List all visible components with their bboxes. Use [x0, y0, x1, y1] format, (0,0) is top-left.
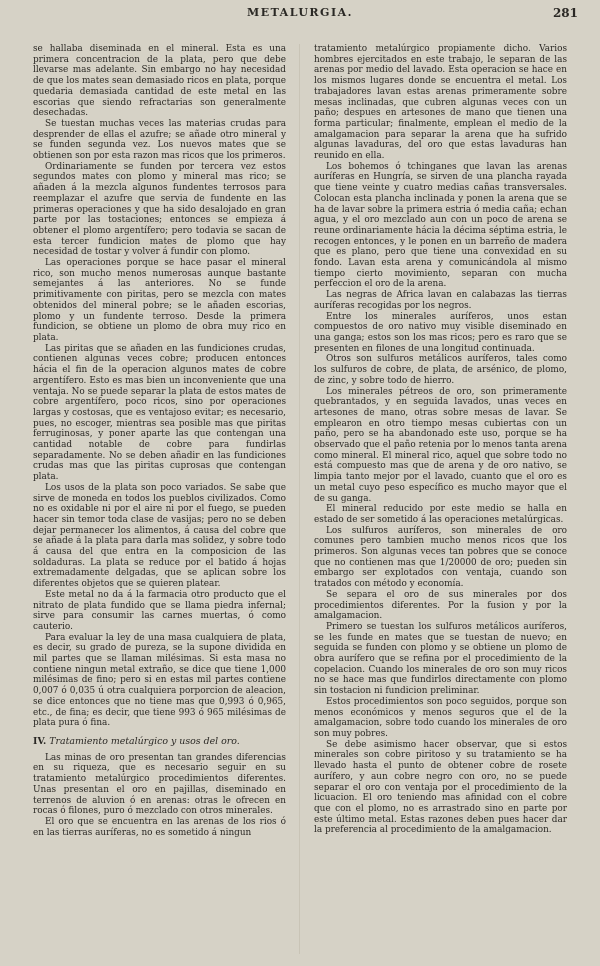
- paragraph: Los bohemos ó tchinganes que lavan las arenas auríferas en Hungría, se sirven de una plancha rayada que tiene veinte y cuatro medias cañas transversales. Colocan esta plancha inclinada y ponen la arena que se ha de lavar sobre la primera estria ó media caña; echan agua, y el oro mezclado aun con un poco de arena se reune ordinariamente hácia la décima séptima estria, le recogen entonces, y le ponen en un barreño de madera que es plano, pero que tiene una convexidad en su fondo. Lavan esta arena y comunicándola al mismo tiempo cierto movimiento, separan con mucha perfeccion el oro de la arena.: [314, 161, 567, 290]
- paragraph: Para evaluar la ley de una masa cualquiera de plata, es decir, su grado de pureza, se la supone dividida en mil partes que se llaman milésimas. Si esta masa no contiene ningun metal extraño, se dice que tiene 1,000 milésimas de fino; pero si en estas mil partes contiene 0,007 ó 0,035 ú otra cualquiera porporcion de aleacion, se dice entonces que no tiene mas que 0,993 ó 0,965, etc., de fina; es decir, que tiene 993 ó 965 milésimas de plata pura ó fina.: [33, 632, 286, 729]
- paragraph: se hallaba diseminada en el mineral. Esta es una primera concentracion de la plata, pero que debe llevarse mas adelante. Sin embargo no hay necesidad de que los mates sean demasiado ricos en plata, porque quedaria demasiada cantidad de este metal en las escorias que siendo refractarias son generalmente desechadas.: [33, 44, 286, 119]
- left-column: [33, 44, 286, 838]
- section-number: IV.: [33, 736, 47, 747]
- paragraph: Entre los minerales auríferos, unos estan compuestos de oro nativo muy visible diseminado en una ganga; estos son los mas ricos; pero es raro que se presenten en filones de una longitud continuada.: [314, 311, 567, 354]
- paragraph: Otros son sulfuros metálicos auríferos, tales como los sulfuros de cobre, de plata, de arsénico, de plomo, de zinc, y sobre todo de hierro.: [314, 354, 567, 386]
- running-title: METALURGIA.: [247, 6, 353, 19]
- paragraph: Se debe asimismo hacer observar, que si estos minerales son cobre piritoso y su tratamiento se ha llevado hasta el punto de obtener cobre de rosete aurífero, y aun cobre negro con oro, no se puede separar el oro con ventaja por el procedimiento de la licuacion. El oro teniendo mas afinidad con el cobre que con el plomo, no es arrastrado sino en parte por este último metal. Estas razones deben pues hacer dar la preferencia al procedimiento de la amalgamacion.: [314, 739, 567, 836]
- paragraph: Los usos de la plata son poco variados. Se sabe que sirve de moneda en todos los pueblos civilizados. Como no es oxidable ni por el aire ni por el fuego, se pueden hacer sin temor toda clase de vasijas; pero no se deben dejar permanecer los alimentos, á causa del cobre que se añade á la plata para darla mas solidez, y sobre todo á causa del que entra en la composicion de las soldaduras. La plata se reduce por el batido á hojas extremadamente delgadas, que se aplican sobre los diferentes objetos que se quieren platear.: [33, 482, 286, 590]
- paragraph: tratamiento metalúrgico propiamente dicho. Varios hombres ejercitados en este trabajo, le separan de las arenas por medio del lavado. Esta operacion se hace en los mismos lugares donde se encuentra el metal. Los trabajadores lavan estas arenas primeramente sobre mesas inclinadas, que cubren algunas veces con un paño; despues en artesones de mano que tienen una forma particular; finalmente, emplean el medio de la amalgamacion para separar la arena que ha sufrido algunas lavaduras, del oro que estas lavaduras han reunido en ella.: [314, 44, 567, 162]
- paragraph: El mineral reducido por este medio se halla en estado de ser sometido á las operaciones metalúrgicas.: [314, 504, 567, 525]
- paragraph: Primero se tuestan los sulfuros metálicos auríferos, se les funde en mates que se tuestan de nuevo; en seguida se funden con plomo y se obtiene un plomo de obra aurífero que se refina por el procedimiento de la copelacion. Cuando los minerales de oro son muy ricos no se hace mas que fundirlos directamente con plomo sin tostacion ni fundicion preliminar.: [314, 621, 567, 697]
- paragraph: Este metal no da á la farmacia otro producto que el nitrato de plata fundido que se llama piedra infernal; sirve para consumir las carnes muertas, ó como cauterio.: [33, 589, 286, 632]
- running-head: [0, 6, 600, 24]
- paragraph: Los sulfuros auríferos, son minerales de oro comunes pero tambien mucho menos ricos que los primeros. Son algunas veces tan pobres que se conoce que no contienen mas que 1/20000 de oro; pueden sin embargo ser explotados con ventaja, cuando son tratados con método y economía.: [314, 525, 567, 590]
- paragraph: Se separa el oro de sus minerales por dos procedimientos diferentes. Por la fusion y por la amalgamacion.: [314, 589, 567, 622]
- paragraph: Se tuestan muchas veces las materias crudas para desprender de ellas el azufre; se añade otro mineral y se funden segunda vez. Los nuevos mates que se obtienen son por esta razon mas ricos que los primeros.: [33, 118, 286, 162]
- section-title: Tratamiento metalúrgico y usos del oro.: [49, 736, 240, 747]
- paragraph: Ordinariamente se funden por tercera vez estos segundos mates con plomo y mineral mas rico; se añaden á la mezcla algunos fundentes terrosos para reemplazar el azufre que servia de fundente en las primeras operaciones y que ha sido desalojado en gran parte por las tostaciones; entonces se empieza á obtener el plomo argentífero; pero todavia se sacan de esta tercer fundicion mates de plomo que hay necesidad de tostar y volver á fundir con plomo.: [33, 161, 286, 258]
- section-heading: [33, 737, 286, 748]
- right-column: [314, 44, 567, 836]
- page-number: 281: [552, 6, 578, 20]
- paragraph: Las operaciones porque se hace pasar el mineral rico, son mucho menos numerosas aunque bastante semejantes á las anteriores. No se funde primitivamente con piritas, pero se mezcla con mates obtenidos del mineral pobre; se le añaden escorias, plomo y un fundente terroso. Desde la primera fundicion, se obtiene un plomo de obra muy rico en plata.: [33, 258, 286, 343]
- paragraph: Las piritas que se añaden en las fundiciones crudas, contienen algunas veces cobre; producen entonces hácia el fin de la operacion algunos mates de cobre argentífero. Esto es mas bien un inconveniente que una ventaja. No se puede separar la plata de estos mates de cobre argentífero, poco ricos, sino por operaciones largas y costosas, que es ventajoso evitar; es necesario, pues, no escoger, mientras sea posible mas que piritas ferruginosas, y poner aparte las que contengan una cantidad notable de cobre para fundirlas separadamente. No se deben añadir en las fundiciones crudas mas que las piritas cuprosas que contengan plata.: [33, 343, 286, 483]
- paragraph: Los minerales pétreos de oro, son primeramente quebrantados, y en seguida lavados, unas veces en artesones de mano, otras sobre mesas de lavar. Se emplearon en otro tiempo mesas cubiertas con un paño, pero se ha abandonado este uso, porque se ha observado que el paño retenia por lo menos tanta arena como mineral. El mineral rico, aquel que sobre todo no está compuesto mas que de arena y de oro nativo, se limpia tanto mejor por el lavado, cuanto que el oro es un metal cuyo peso específico es mucho mayor que el de su ganga.: [314, 386, 567, 504]
- paragraph: Las minas de oro presentan tan grandes diferencias en su riqueza, que es necesario seguir en su tratamiento metalúrgico procedimientos diferentes. Unas presentan el oro en pajillas, diseminado en terrenos de aluvion ó en arenas: otras le ofrecen en rocas ó filones, puro ó mezclado con otros minerales.: [33, 752, 286, 817]
- column-divider: [299, 44, 300, 954]
- paragraph: El oro que se encuentra en las arenas de los rios ó en las tierras auríferas, no es sometido á ningun: [33, 816, 286, 838]
- paragraph: Las negras de Africa lavan en calabazas las tierras auríferas recogidas por los negros.: [314, 290, 567, 311]
- paragraph: Estos procedimientos son poco seguidos, porque son menos económicos y menos seguros que el de la amalgamacion, sobre todo cuando los minerales de oro son muy pobres.: [314, 696, 567, 739]
